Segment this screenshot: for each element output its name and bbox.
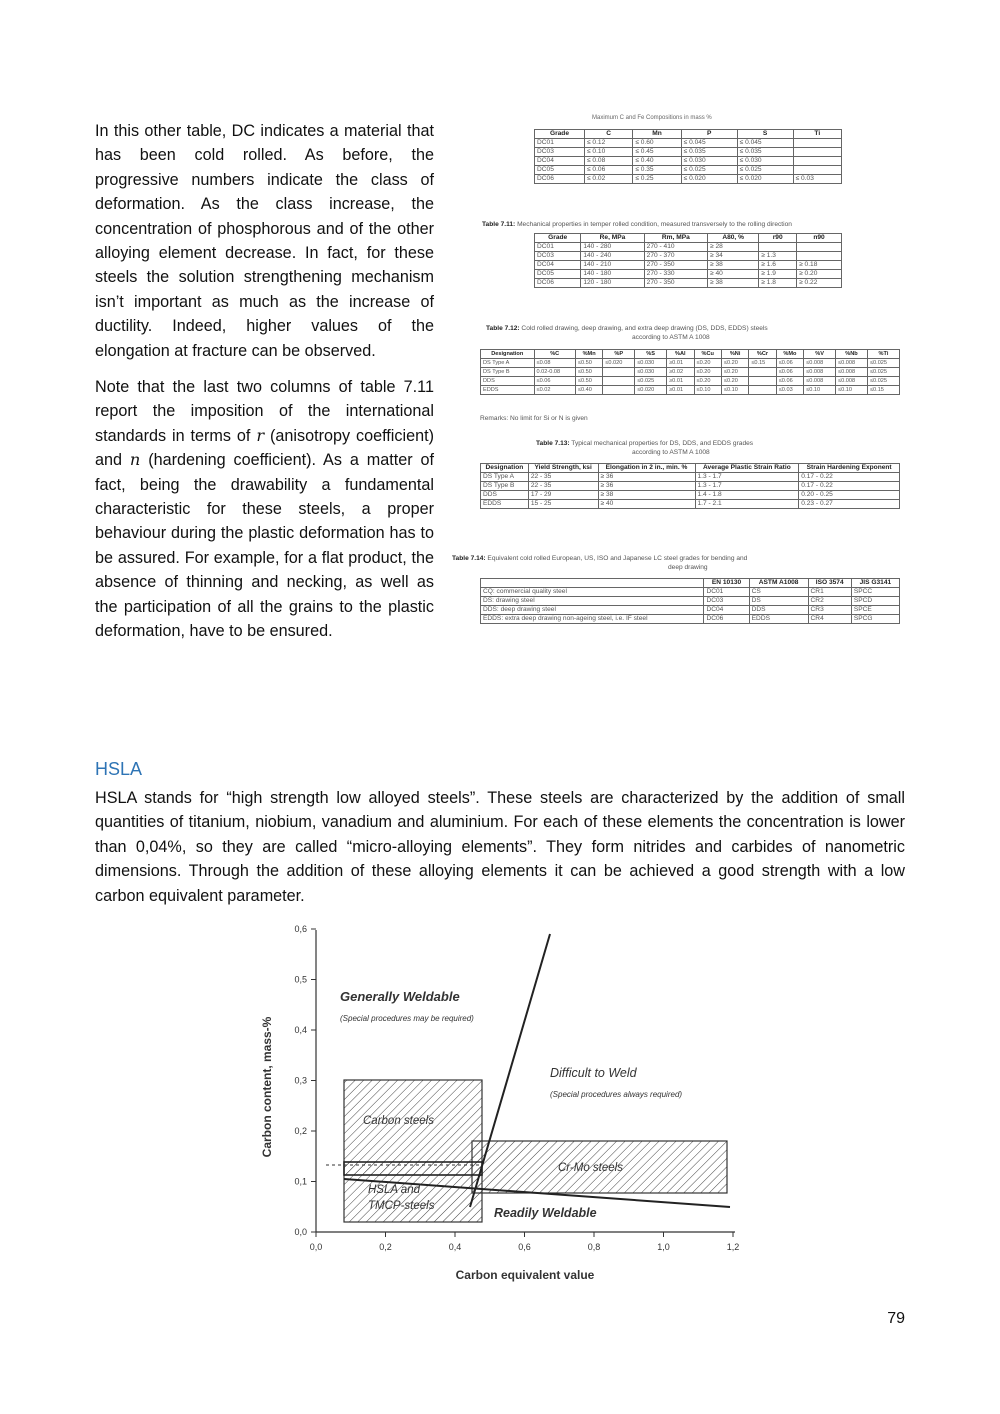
table-cell — [749, 386, 776, 395]
table-cell: 120 - 180 — [581, 279, 644, 288]
table-cell: ≤ 0.035 — [737, 148, 793, 157]
table-cell: ≤ 0.045 — [737, 139, 793, 148]
y-tick-label: 0,6 — [294, 924, 307, 934]
table-cell: 0.23 - 0.27 — [799, 500, 900, 509]
x-tick-label: 0,6 — [518, 1242, 531, 1252]
table-header-cell: %V — [804, 350, 836, 359]
y-ticks — [294, 924, 316, 1237]
table-header-cell: %Al — [667, 350, 694, 359]
table-cell: ≥ 40 — [708, 270, 759, 279]
table-cell: 270 - 350 — [644, 261, 707, 270]
table-cell: EDDS — [481, 386, 535, 395]
table-cell: DC03 — [704, 597, 749, 606]
table-header-cell: A80, % — [708, 234, 759, 243]
table-cell: DDS — [749, 606, 808, 615]
table-cell: ≤0.15 — [867, 386, 899, 395]
table-cell: ≤ 0.03 — [793, 175, 841, 184]
table-cell: DS — [749, 597, 808, 606]
table-7-14 — [480, 578, 900, 624]
table-cell: 0.20 - 0.25 — [799, 491, 900, 500]
table-cell: DC03 — [535, 252, 581, 261]
table-header-row — [481, 579, 900, 588]
label-carbon-steels: Carbon steels — [363, 1115, 434, 1127]
table-cell: ≤0.025 — [867, 359, 899, 368]
table-header-row — [481, 464, 900, 473]
table-cell: ≤0.06 — [776, 359, 803, 368]
table-cell: ≤0.008 — [836, 359, 868, 368]
table-cell: ≤0.008 — [836, 377, 868, 386]
table-cell: DC01 — [535, 243, 581, 252]
table-row — [535, 157, 842, 166]
table-cell: 270 - 410 — [644, 243, 707, 252]
table-header-cell: r90 — [759, 234, 797, 243]
table-cell: ≤ 0.030 — [681, 157, 737, 166]
table-cell: ≤0.02 — [534, 386, 575, 395]
table-cell: 17 - 29 — [528, 491, 598, 500]
table-cell: DS Type B — [481, 368, 535, 377]
table-row — [481, 368, 900, 377]
table-cell: ≤ 0.35 — [633, 166, 681, 175]
table-7-14-caption-2: deep drawing — [668, 564, 708, 571]
table-header-cell: Ti — [793, 130, 841, 139]
table-header-cell: Designation — [481, 464, 529, 473]
table-row — [481, 386, 900, 395]
table-7-13-caption: Table 7.13: Typical mechanical properties for DS, DDS, and EDDS grades — [536, 440, 754, 447]
table-cell: ≤0.50 — [575, 368, 602, 377]
table-cell: CS — [749, 588, 808, 597]
table-cell: ≤0.03 — [776, 386, 803, 395]
table-row — [535, 279, 842, 288]
table-cell: 22 - 35 — [528, 473, 598, 482]
scanned-tables-image — [452, 113, 904, 665]
table-cell: ≥ 36 — [598, 473, 695, 482]
table-cell: ≤0.10 — [804, 386, 836, 395]
table-cell: 140 - 180 — [581, 270, 644, 279]
label-difficult-to-weld-note: (Special procedures always required) — [550, 1090, 683, 1099]
table-cell: ≤ 0.045 — [681, 139, 737, 148]
table-cell — [603, 386, 635, 395]
table-row — [535, 243, 842, 252]
label-crmo-steels: Cr-Mo steels — [558, 1162, 623, 1174]
table-7-12-remarks: Remarks: No limit for Si or N is given — [480, 415, 588, 422]
table-cell: SPCD — [851, 597, 899, 606]
table-cell: ≥ 38 — [708, 261, 759, 270]
table-row — [481, 377, 900, 386]
table-7-11 — [534, 233, 842, 288]
table-cell: 1.3 - 1.7 — [695, 473, 799, 482]
table-header-cell: Grade — [535, 130, 585, 139]
table-cell: ≤ 0.035 — [681, 148, 737, 157]
table-cell: ≤0.025 — [867, 377, 899, 386]
table-cell: ≤0.20 — [721, 368, 748, 377]
table-7-10 — [534, 129, 842, 184]
table-cell — [797, 243, 842, 252]
table-cell: CQ: commercial quality steel — [481, 588, 704, 597]
symbol-n: n — [129, 450, 141, 470]
x-tick-label: 1,2 — [726, 1242, 740, 1252]
table-cell: ≤0.025 — [635, 377, 667, 386]
table-header-cell: C — [584, 130, 632, 139]
page-number: 79 — [887, 1310, 905, 1327]
table-cell: DC03 — [535, 148, 585, 157]
table-cell: ≤0.15 — [749, 359, 776, 368]
para2-part2: (anisotropy coefficient) and — [95, 426, 434, 470]
table-cell: DS: drawing steel — [481, 597, 704, 606]
table-7-13-caption-2: according to ASTM A 1008 — [632, 449, 710, 456]
table-cell: ≤ 0.60 — [633, 139, 681, 148]
table-header-cell: n90 — [797, 234, 842, 243]
table-cell: 0.02-0.08 — [534, 368, 575, 377]
table-cell: ≤0.20 — [721, 377, 748, 386]
x-tick-label: 0,2 — [379, 1242, 392, 1252]
table-cell: ≤ 0.025 — [681, 166, 737, 175]
label-readily-weldable: Readily Weldable — [494, 1206, 597, 1220]
table-cell: ≤0.50 — [575, 359, 602, 368]
table-cell: ≤0.008 — [804, 368, 836, 377]
table-cell: ≥ 34 — [708, 252, 759, 261]
table-cell: 140 - 240 — [581, 252, 644, 261]
table-cell: DC06 — [535, 175, 585, 184]
section-heading-hsla: HSLA — [95, 759, 143, 779]
table-cell: ≥ 0.18 — [797, 261, 842, 270]
table-cell: ≤0.10 — [694, 386, 721, 395]
table-cell: ≤0.008 — [836, 368, 868, 377]
table-header-cell: Rm, MPa — [644, 234, 707, 243]
table-cell: DC01 — [704, 588, 749, 597]
table-cell: CR3 — [808, 606, 851, 615]
table-cell — [749, 368, 776, 377]
table-cell: ≤ 0.030 — [737, 157, 793, 166]
table-row — [481, 473, 900, 482]
table-7-13 — [480, 463, 900, 509]
table-cell: ≤ 0.08 — [584, 157, 632, 166]
table-cell: ≤ 0.025 — [737, 166, 793, 175]
table-cell: 1.4 - 1.8 — [695, 491, 799, 500]
table-cell: 1.3 - 1.7 — [695, 482, 799, 491]
table-cell: 0.17 - 0.22 — [799, 482, 900, 491]
table-cell: ≤ 0.02 — [584, 175, 632, 184]
table-cell: ≥ 40 — [598, 500, 695, 509]
table-cell: EDDS: extra deep drawing non-ageing steel, i.e. IF steel — [481, 615, 704, 624]
table-header-cell: Designation — [481, 350, 535, 359]
table-cell: ≥ 1.8 — [759, 279, 797, 288]
table-710-header-blur: Maximum C and Fe Compositions in mass % — [592, 115, 712, 121]
table-header-cell: %S — [635, 350, 667, 359]
x-tick-label: 0,0 — [309, 1242, 323, 1252]
table-cell: ≤0.008 — [804, 377, 836, 386]
table-cell: ≥ 38 — [598, 491, 695, 500]
table-cell — [749, 377, 776, 386]
table-7-14-caption: Table 7.14: Equivalent cold rolled European, US, ISO and Japanese LC steel grades for bending and — [452, 555, 748, 562]
x-ticks — [310, 1232, 740, 1252]
table-cell: ≤ 0.45 — [633, 148, 681, 157]
table-row — [535, 252, 842, 261]
table-cell: ≥ 0.20 — [797, 270, 842, 279]
table-header-row — [481, 350, 900, 359]
table-cell: 140 - 210 — [581, 261, 644, 270]
table-cell: ≥ 1.3 — [759, 252, 797, 261]
table-cell: ≥0.02 — [667, 368, 694, 377]
table-cell: 15 - 25 — [528, 500, 598, 509]
table-cell: ≥ 1.9 — [759, 270, 797, 279]
x-tick-label: 0,8 — [587, 1242, 601, 1252]
table-header-cell: %C — [534, 350, 575, 359]
table-header-cell: Mn — [633, 130, 681, 139]
table-cell: DC04 — [535, 261, 581, 270]
table-7-12-caption-2: according to ASTM A 1008 — [632, 334, 710, 341]
table-cell: DC06 — [704, 615, 749, 624]
table-header-cell: ASTM A1008 — [749, 579, 808, 588]
table-cell: DDS: deep drawing steel — [481, 606, 704, 615]
table-header-cell: S — [737, 130, 793, 139]
table-cell: ≤0.10 — [721, 386, 748, 395]
table-header-cell: JIS G3141 — [851, 579, 899, 588]
table-cell: ≤0.030 — [635, 368, 667, 377]
table-row — [535, 261, 842, 270]
table-header-cell: Elongation in 2 in., min. % — [598, 464, 695, 473]
table-header-row — [535, 130, 842, 139]
table-cell: CR1 — [808, 588, 851, 597]
label-tmcp-steels: TMCP-steels — [368, 1200, 435, 1212]
table-cell: DDS — [481, 491, 529, 500]
table-header-row — [535, 234, 842, 243]
table-header-cell: %Cr — [749, 350, 776, 359]
table-row — [535, 175, 842, 184]
table-header-cell — [481, 579, 704, 588]
table-header-cell: P — [681, 130, 737, 139]
table-cell: ≥ 36 — [598, 482, 695, 491]
table-cell: SPCG — [851, 615, 899, 624]
table-cell: ≤0.06 — [776, 368, 803, 377]
table-cell: ≥ 0.22 — [797, 279, 842, 288]
x-tick-label: 1,0 — [657, 1242, 670, 1252]
table-cell — [603, 377, 635, 386]
region-hsla-band — [344, 1162, 482, 1175]
table-cell: ≥0.01 — [667, 386, 694, 395]
table-cell: SPCE — [851, 606, 899, 615]
table-header-cell: EN 10130 — [704, 579, 749, 588]
y-tick-label: 0,3 — [294, 1075, 307, 1086]
x-tick-label: 0,4 — [448, 1242, 462, 1252]
table-cell: ≤ 0.40 — [633, 157, 681, 166]
table-header-cell: Strain Hardening Exponent — [799, 464, 900, 473]
table-header-cell: %Ti — [867, 350, 899, 359]
table-row — [481, 491, 900, 500]
table-cell: CR2 — [808, 597, 851, 606]
table-cell: ≤0.40 — [575, 386, 602, 395]
table-cell: 1.7 - 2.1 — [695, 500, 799, 509]
y-tick-label: 0,5 — [294, 974, 307, 985]
para2-part1: Note that the last two columns of table 7.11 report the imposition of the international standards in terms of — [95, 378, 434, 445]
table-header-cell: %Ni — [721, 350, 748, 359]
label-generally-weldable: Generally Weldable — [340, 989, 460, 1004]
y-tick-label: 0,0 — [294, 1227, 307, 1237]
table-row — [535, 166, 842, 175]
table-cell: ≥ 1.6 — [759, 261, 797, 270]
y-tick-label: 0,4 — [294, 1025, 307, 1035]
table-cell: DC04 — [535, 157, 585, 166]
table-cell: ≤0.50 — [575, 377, 602, 386]
table-cell: ≤0.020 — [635, 386, 667, 395]
label-hsla: HSLA and — [368, 1184, 420, 1196]
table-7-11-caption: Table 7.11: Mechanical properties in temper rolled condition, measured transversely to the rolling direction — [482, 221, 792, 228]
table-cell: ≤0.20 — [694, 377, 721, 386]
label-difficult-to-weld: Difficult to Weld — [550, 1066, 637, 1080]
table-cell — [793, 148, 841, 157]
table-cell: 0.17 - 0.22 — [799, 473, 900, 482]
table-cell: 270 - 370 — [644, 252, 707, 261]
table-cell: EDDS — [481, 500, 529, 509]
table-row — [535, 148, 842, 157]
table-cell: DC06 — [535, 279, 581, 288]
table-cell: ≤ 0.020 — [681, 175, 737, 184]
table-row — [481, 606, 900, 615]
table-cell: ≤ 0.12 — [584, 139, 632, 148]
table-cell: ≤0.030 — [635, 359, 667, 368]
y-tick-label: 0,1 — [294, 1176, 307, 1187]
table-cell: ≤0.20 — [694, 359, 721, 368]
table-header-cell: %Cu — [694, 350, 721, 359]
table-cell: ≤ 0.10 — [584, 148, 632, 157]
paragraph-dc-steels: In this other table, DC indicates a material that has been cold rolled. As before, the progressive numbers indicate the class of deformation. As the class increase, the concentration of phosphorous and of the other alloying element decrease. In fact, for these steels the solution strengthening mechanism isn’t important as much as the increase of ductility. Indeed, higher values of the elongation at fracture can be observed. — [95, 122, 434, 360]
table-cell: 270 - 350 — [644, 279, 707, 288]
table-cell — [603, 368, 635, 377]
table-cell: DDS — [481, 377, 535, 386]
symbol-r: r — [256, 425, 265, 445]
y-tick-label: 0,2 — [294, 1126, 307, 1136]
para2-part3: (hardening coefficient). As a matter of fact, being the drawability a fundamental characteristic for these steels, a proper behaviour during the plastic deformation has to be assured. For example, for a flat product, the absence of thinning and necking, as well as the participation of all the grains to the plastic deformation, have to be ensured. — [95, 451, 435, 641]
y-axis-label: Carbon content, mass-% — [260, 1016, 274, 1158]
table-cell: ≤0.08 — [534, 359, 575, 368]
table-cell: CR4 — [808, 615, 851, 624]
table-cell — [793, 139, 841, 148]
table-row — [481, 615, 900, 624]
table-cell: ≥0.01 — [667, 377, 694, 386]
table-header-cell: Re, MPa — [581, 234, 644, 243]
table-cell: EDDS — [749, 615, 808, 624]
table-row — [535, 139, 842, 148]
table-header-cell: Grade — [535, 234, 581, 243]
table-cell — [793, 157, 841, 166]
table-cell: 140 - 280 — [581, 243, 644, 252]
table-cell: DC05 — [535, 270, 581, 279]
paragraph-international-standards — [95, 375, 434, 643]
table-cell: SPCC — [851, 588, 899, 597]
table-cell: ≤0.20 — [721, 359, 748, 368]
table-cell — [793, 166, 841, 175]
table-header-cell: %Mn — [575, 350, 602, 359]
table-cell: ≤0.20 — [694, 368, 721, 377]
table-cell: DC04 — [704, 606, 749, 615]
table-row — [481, 482, 900, 491]
x-axis-label: Carbon equivalent value — [455, 1268, 595, 1282]
table-cell: DC05 — [535, 166, 585, 175]
table-row — [481, 597, 900, 606]
label-generally-weldable-note: (Special procedures may be required) — [340, 1014, 474, 1023]
table-cell: ≤0.025 — [867, 368, 899, 377]
table-header-cell: %Nb — [836, 350, 868, 359]
table-cell: 22 - 35 — [528, 482, 598, 491]
table-cell: ≤0.06 — [776, 377, 803, 386]
table-header-cell: %Mo — [776, 350, 803, 359]
table-cell: DS Type B — [481, 482, 529, 491]
table-header-cell: Average Plastic Strain Ratio — [695, 464, 799, 473]
table-cell: 270 - 330 — [644, 270, 707, 279]
table-row — [481, 359, 900, 368]
table-header-cell: %P — [603, 350, 635, 359]
table-row — [535, 270, 842, 279]
table-cell — [759, 243, 797, 252]
table-cell — [797, 252, 842, 261]
table-cell: ≤ 0.25 — [633, 175, 681, 184]
table-cell: ≤0.020 — [603, 359, 635, 368]
table-cell: ≤0.10 — [836, 386, 868, 395]
table-header-cell: Yield Strength, ksi — [528, 464, 598, 473]
table-cell: ≥ 28 — [708, 243, 759, 252]
table-cell: DS Type A — [481, 359, 535, 368]
table-cell: ≤0.06 — [534, 377, 575, 386]
table-cell: DC01 — [535, 139, 585, 148]
paragraph-hsla: HSLA stands for “high strength low alloyed steels”. These steels are characterized by the addition of small quantities of titanium, niobium, vanadium and aluminium. For each of these elements the concentration is lower than 0,04%, so they are called “micro-alloying elements”. They form nitrides and carbides of nanometric dimensions. Through the addition of these alloying elements it can be achieved a good strength with a low carbon equivalent parameter. — [95, 789, 905, 905]
table-cell: ≥ 38 — [708, 279, 759, 288]
table-cell: DS Type A — [481, 473, 529, 482]
table-cell: ≤ 0.020 — [737, 175, 793, 184]
table-cell: ≤0.008 — [804, 359, 836, 368]
table-header-cell: ISO 3574 — [808, 579, 851, 588]
table-row — [481, 588, 900, 597]
table-cell: ≥0.01 — [667, 359, 694, 368]
table-7-12-caption: Table 7.12: Cold rolled drawing, deep drawing, and extra deep drawing (DS, DDS, EDDS) steels — [486, 325, 768, 332]
table-7-12 — [480, 349, 900, 395]
weldability-diagram — [250, 922, 770, 1287]
table-row — [481, 500, 900, 509]
table-cell: ≤ 0.06 — [584, 166, 632, 175]
